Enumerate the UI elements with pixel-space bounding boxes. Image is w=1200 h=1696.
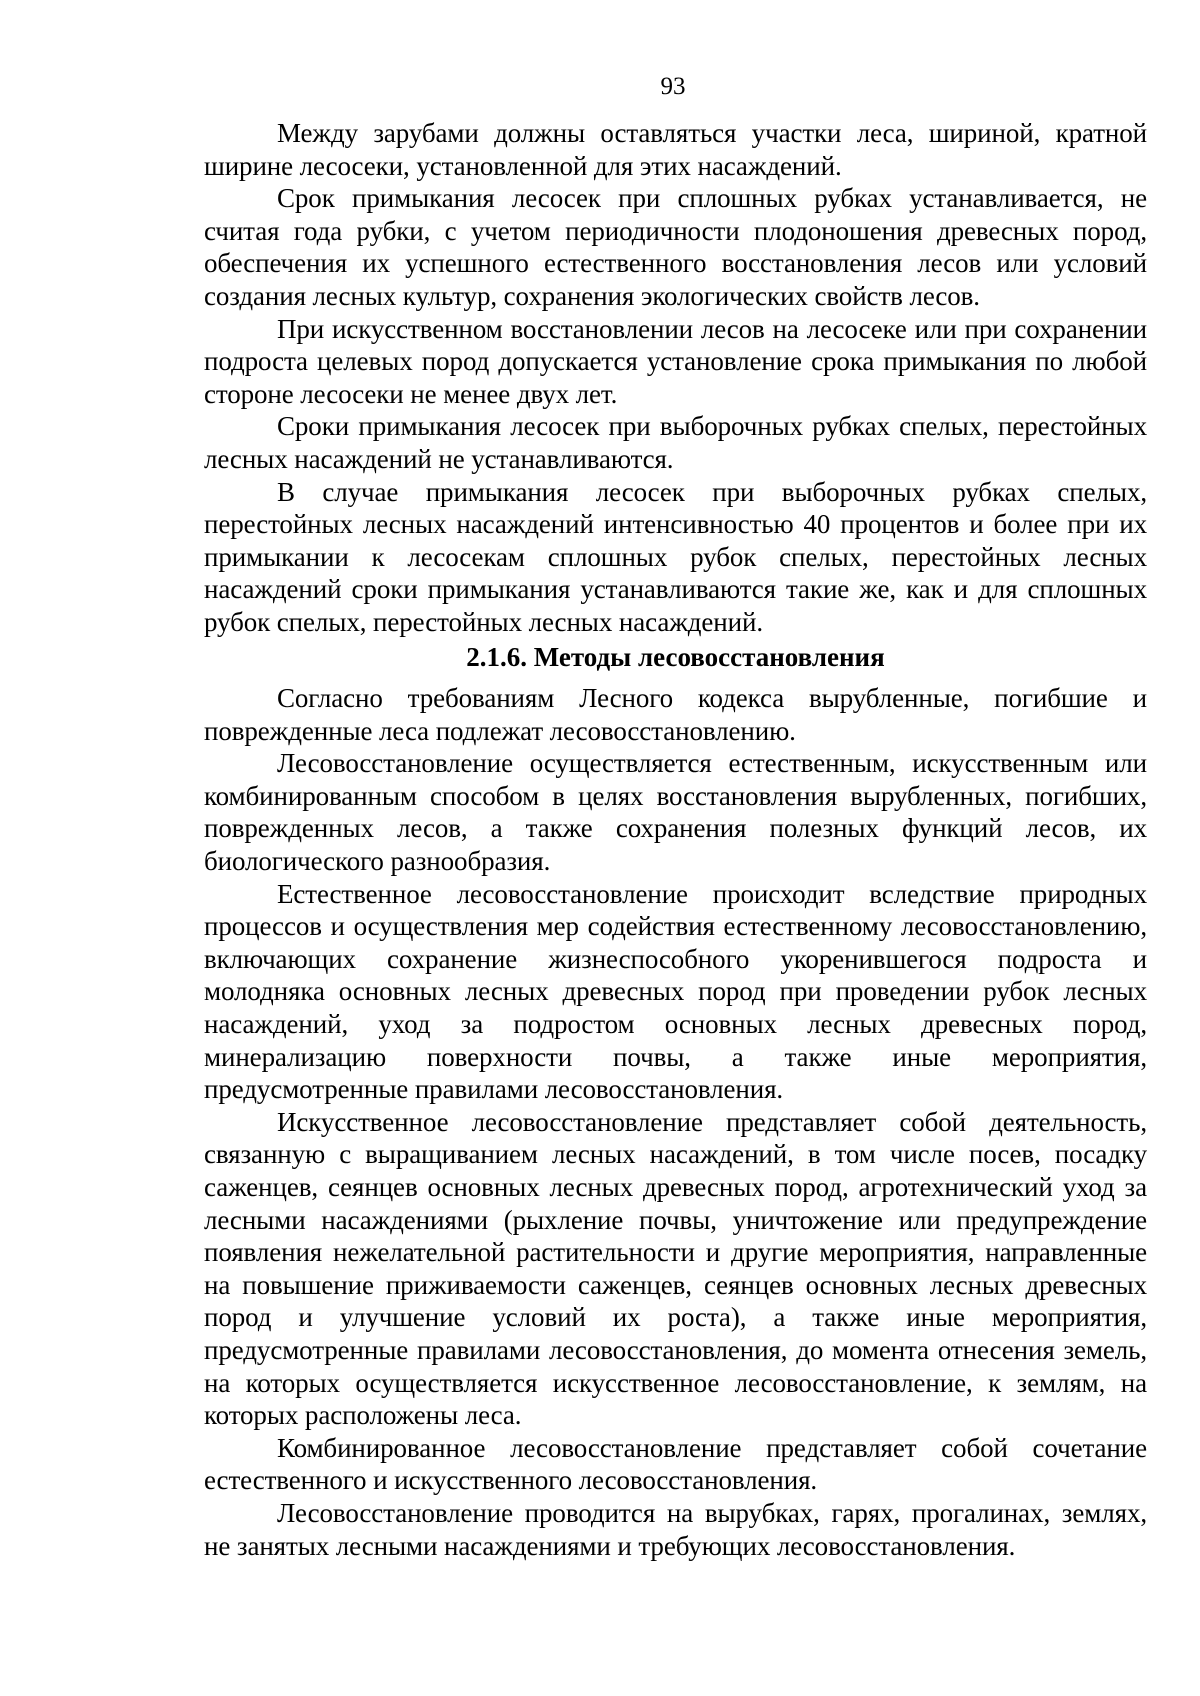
page-number: 93 xyxy=(660,73,686,100)
paragraph-felling-gaps: Между зарубами должны оставляться участки леса, шириной, кратной ширине лесосеки, установленной для этих насаждений. xyxy=(204,118,1147,181)
paragraph-forest-code: Согласно требованиям Лесного кодекса вырубленные, погибшие и поврежденные леса подлежат лесовосстановлению. xyxy=(204,683,1147,746)
document-body xyxy=(204,117,1147,1562)
section-heading: 2.1.6. Методы лесовосстановления xyxy=(466,641,885,672)
paragraph-selective-no-term: Сроки примыкания лесосек при выборочных рубках спелых, перестойных лесных насаждений не устанавливаются. xyxy=(204,411,1147,474)
paragraph-artificial-restoration-term: При искусственном восстановлении лесов на лесосеке или при сохранении подроста целевых пород допускается установление срока примыкания по любой стороне лесосеки не менее двух лет. xyxy=(204,313,1147,409)
paragraph-restoration-methods: Лесовосстановление осуществляется естественным, искусственным или комбинированным способом в целях восстановления вырубленных, погибших, поврежденных лесов, а также сохранения полезных функций лесов, их биологического разнообразия. xyxy=(204,748,1147,877)
paragraph-combined-restoration: Комбинированное лесовосстановление представляет собой сочетание естественного и искусственного лесовосстановления. xyxy=(204,1432,1147,1496)
paragraph-artificial-restoration: Искусственное лесовосстановление представляет собой деятельность, связанную с выращиванием лесных насаждений, в том числе посев, посадку саженцев, сеянцев основных лесных древесных пород, агротехнический уход за лесными насаждениями (рыхление почвы, уничтожение или предупреждение появления нежелательной растительности и другие мероприятия, направленные на повышение приживаемости саженцев, сеянцев основных лесных древесных пород и улучшение условий их роста), а также иные мероприятия, предусмотренные правилами лесовосстановления, до момента отнесения земель, на которых осуществляется искусственное лесовосстановление, к землям, на которых расположены леса. xyxy=(204,1106,1147,1431)
paragraph-natural-restoration: Естественное лесовосстановление происходит вследствие природных процессов и осуществления мер содействия естественному лесовосстановлению, включающих сохранение жизнеспособного укоренившегося подроста и молодняка основных лесных древесных пород при проведении рубок лесных насаждений, уход за подростом основных лесных древесных пород, минерализацию поверхности почвы, а также иные мероприятия, предусмотренные правилами лесовосстановления. xyxy=(204,878,1147,1105)
paragraph-restoration-locations: Лесовосстановление проводится на вырубках, гарях, прогалинах, землях, не занятых лесными насаждениями и требующих лесовосстановления. xyxy=(204,1497,1147,1561)
paragraph-selective-intensity: В случае примыкания лесосек при выборочных рубках спелых, перестойных лесных насаждений интенсивностью 40 процентов и более при их примыкании к лесосекам сплошных рубок спелых, перестойных лесных насаждений сроки примыкания устанавливаются такие же, как и для сплошных рубок спелых, перестойных лесных насаждений. xyxy=(204,476,1147,637)
paragraph-clearcut-adjacency-term: Срок примыкания лесосек при сплошных рубках устанавливается, не считая года рубки, с учетом периодичности плодоношения древесных пород, обеспечения их успешного естественного восстановления лесов или условий создания лесных культур, сохранения экологических свойств лесов. xyxy=(204,183,1147,311)
